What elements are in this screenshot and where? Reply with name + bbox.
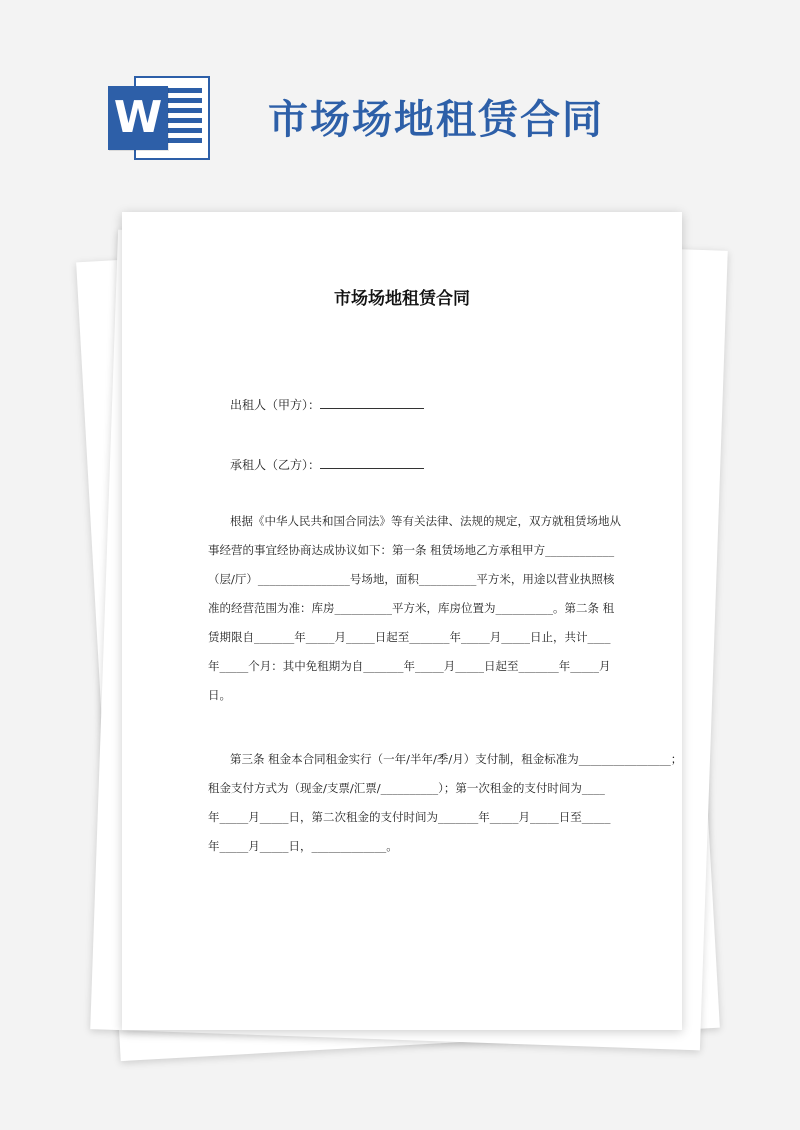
- paragraph-line: （层/厅）________________号场地，面积__________平方米，用途以营业执照核: [208, 572, 615, 586]
- paragraph-line: 年_____个月：其中免租期为自_______年_____月_____日起至_______年_____月: [208, 659, 611, 673]
- lessor-line: [230, 396, 424, 413]
- paragraph-line: 年_____月_____日，第二次租金的支付时间为_______年_____月_____日至_____: [208, 810, 611, 824]
- paragraph-line: 日。: [208, 688, 231, 702]
- paragraph-line: 根据《中华人民共和国合同法》等有关法律、法规的规定，双方就租赁场地从: [230, 514, 621, 528]
- lessee-line: [230, 456, 424, 473]
- paragraph-line: 年_____月_____日，_____________。: [208, 839, 398, 853]
- document-title: 市场场地租赁合同: [334, 289, 470, 309]
- lessee-label: 承租人（乙方）：: [230, 458, 321, 472]
- lessor-blank: [320, 397, 424, 409]
- word-document-icon: [108, 72, 212, 162]
- paragraph-line: 事经营的事宜经协商达成协议如下：第一条 租赁场地乙方承租甲方____________: [208, 543, 615, 557]
- paragraph-line: 赁期限自_______年_____月_____日起至_______年_____月_____日止，共计____: [208, 630, 611, 644]
- paragraph-line: 准的经营范围为准：库房__________平方米，库房位置为__________。第二条 租: [208, 601, 615, 615]
- header-banner: [0, 0, 800, 200]
- word-icon-letter: W: [108, 86, 168, 150]
- header-title: 市场场地租赁合同: [268, 97, 604, 143]
- lessee-blank: [320, 457, 424, 469]
- document-page: [122, 212, 682, 1030]
- paragraph-rent-terms: [208, 745, 683, 861]
- paragraph-line: 租金支付方式为（现金/支票/汇票/__________）；第一次租金的支付时间为____: [208, 781, 605, 795]
- paragraph-line: 第三条 租金本合同租金实行（一年/半年/季/月）支付制，租金标准为________________；: [230, 752, 683, 766]
- lessor-label: 出租人（甲方）：: [230, 398, 321, 412]
- paragraph-lease-terms: [208, 507, 628, 710]
